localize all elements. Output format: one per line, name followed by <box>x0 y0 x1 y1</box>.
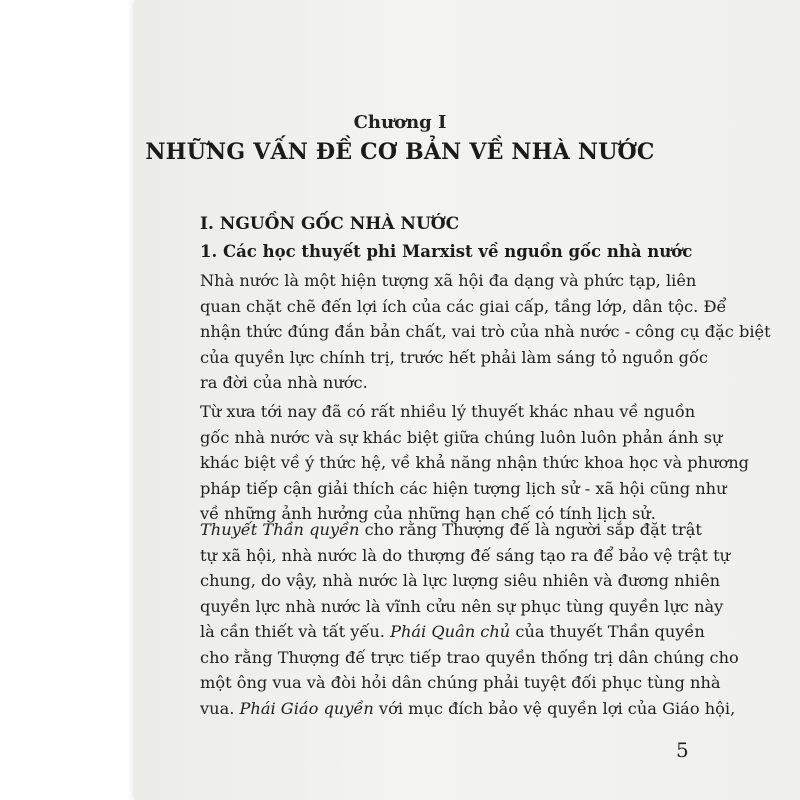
text-line: Nhà nước là một hiện tượng xã hội đa dạng và phức tạp, liên <box>200 271 697 290</box>
text-line: nhận thức đúng đắn bản chất, vai trò của nhà nước - công cụ đặc biệt <box>200 322 771 341</box>
text-line: tự xã hội, nhà nước là do thượng đế sáng tạo ra để bảo vệ trật tự <box>200 545 731 565</box>
text-line: cho rằng Thượng đế trực tiếp trao quyền thống trị dân chúng cho <box>200 647 739 667</box>
text-run: với mục đích bảo vệ quyền lợi của Giáo hội, <box>373 698 736 718</box>
text-line <box>200 517 702 543</box>
italic-term: Phái Quân chủ <box>390 622 511 641</box>
text-line: quyền lực nhà nước là vĩnh cửu nên sự phục tùng quyền lực này <box>200 596 724 616</box>
text-line: về những ảnh hưởng của những hạn chế có tính lịch sử. <box>200 504 656 523</box>
section-heading: I. NGUỒN GỐC NHÀ NƯỚC <box>200 214 460 234</box>
text-line: ra đời của nhà nước. <box>200 373 368 392</box>
chapter-label: Chương I <box>353 112 447 133</box>
page-number: 5 <box>676 738 689 762</box>
chapter-title: NHỮNG VẤN ĐỀ CƠ BẢN VỀ NHÀ NƯỚC <box>145 139 655 165</box>
text-line: của quyền lực chính trị, trước hết phải làm sáng tỏ nguồn gốc <box>200 347 708 367</box>
text-line: chung, do vậy, nhà nước là lực lượng siêu nhiên và đương nhiên <box>200 571 721 590</box>
text-run: là cần thiết và tất yếu. <box>200 622 391 641</box>
text-line <box>200 696 736 722</box>
text-line: Từ xưa tới nay đã có rất nhiều lý thuyết khác nhau về nguồn <box>200 402 696 421</box>
text-line: gốc nhà nước và sự khác biệt giữa chúng luôn luôn phản ánh sự <box>200 427 723 447</box>
text-run: vua. <box>200 698 240 718</box>
text-line: một ông vua và đòi hỏi dân chúng phải tuyệt đối phục tùng nhà <box>200 673 721 692</box>
text-run: cho rằng Thượng đế là người sắp đặt trật <box>359 520 702 539</box>
paragraph-1 <box>200 268 771 396</box>
text-line <box>200 619 705 645</box>
subsection-heading: 1. Các học thuyết phi Marxist về nguồn gốc nhà nước <box>200 242 693 261</box>
text-line: khác biệt về ý thức hệ, về khả năng nhận thức khoa học và phương <box>200 453 750 472</box>
text-line: quan chặt chẽ đến lợi ích của các giai cấp, tầng lớp, dân tộc. Để <box>200 296 727 316</box>
italic-term: Phái Giáo quyền <box>239 698 374 718</box>
italic-term: Thuyết Thần quyền <box>200 520 360 539</box>
paragraph-2 <box>200 399 750 527</box>
text-line: pháp tiếp cận giải thích các hiện tượng lịch sử - xã hội cũng như <box>200 478 727 498</box>
text-run: của thuyết Thần quyền <box>510 622 705 641</box>
paragraph-3 <box>200 517 739 721</box>
